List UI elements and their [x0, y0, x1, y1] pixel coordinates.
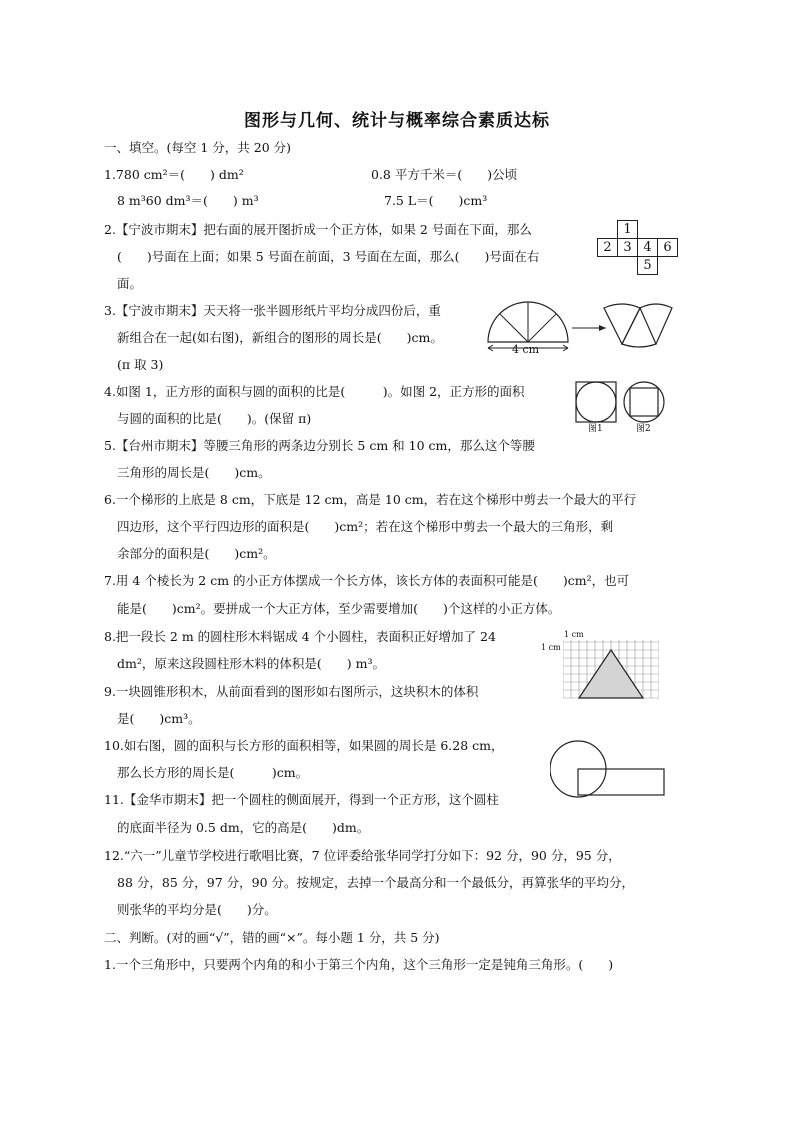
q7-line2: 能是( )cm²。要拼成一个大正方体，至少需要增加( )个这样的小正方体。 — [117, 601, 561, 616]
cube-face: 1 — [618, 221, 638, 239]
section1-heading: 一、填空。(每空 1 分，共 20 分) — [104, 140, 292, 155]
q1-d: 7.5 L＝( )cm³ — [384, 193, 488, 208]
q6-line1: 6.一个梯形的上底是 8 cm，下底是 12 cm，高是 10 cm，若在这个梯形中剪去一个最大的平行 — [104, 492, 637, 507]
q12-line2: 88 分，85 分，97 分，90 分。按规定，去掉一个最高分和一个最低分，再算张华的平均分， — [117, 875, 635, 890]
q7-line1: 7.用 4 个棱长为 2 cm 的小正方体摆成一个长方体，该长方体的表面积可能是( )cm²，也可 — [104, 573, 630, 588]
q1-b: 0.8 平方千米＝( )公顷 — [371, 167, 518, 182]
cube-net-figure — [597, 220, 678, 275]
q3-line1: 3.【宁波市期末】天天将一张半圆形纸片平均分成四份后，重 — [104, 303, 441, 318]
q4-line2: 与圆的面积的比是( )。(保留 π) — [117, 411, 312, 426]
q1-c: 8 m³60 dm³＝( ) m³ — [117, 193, 259, 208]
q11-line2: 的底面半径为 0.5 dm，它的高是( )dm。 — [117, 820, 370, 835]
grid-label-top: 1 cm — [564, 630, 584, 639]
cube-face: 2 — [598, 239, 618, 257]
q10-line2: 那么长方形的周长是( )cm。 — [117, 765, 309, 780]
q5-line1: 5.【台州市期末】等腰三角形的两条边分别长 5 cm 和 10 cm，那么这个等腰 — [104, 438, 535, 453]
q1-a: 1.780 cm²＝( ) dm² — [104, 167, 244, 182]
q6-line3: 余部分的面积是( )cm²。 — [117, 546, 276, 561]
q11-line1: 11.【金华市期末】把一个圆柱的侧面展开，得到一个正方形，这个圆柱 — [104, 792, 499, 807]
q12-line1: 12.“六一”儿童节学校进行歌唱比赛，7 位评委给张华同学打分如下：92 分，90 分，95 分， — [104, 848, 621, 863]
q3-line2: 新组合在一起(如右图)，新组合的图形的周长是( )cm。 — [117, 330, 443, 345]
grid-label-left: 1 cm — [541, 643, 561, 652]
section2-heading: 二、判断。(对的画“√”，错的画“×”。每小题 1 分，共 5 分) — [104, 930, 440, 945]
q8-line1: 8.把一段长 2 m 的圆柱形木料锯成 4 个小圆柱，表面积正好增加了 24 — [104, 629, 496, 644]
circle-square-figures — [572, 380, 672, 424]
q12-line3: 则张华的平均分是( )分。 — [117, 902, 277, 917]
q4-line1: 4.如图 1，正方形的面积与圆的面积的比是( )。如图 2，正方形的面积 — [104, 384, 525, 399]
cube-face: 3 — [618, 239, 638, 257]
q2-line2: ( )号面在上面；如果 5 号面在前面，3 号面在左面，那么( )号面在右 — [117, 249, 540, 264]
q5-line2: 三角形的周长是( )cm。 — [117, 465, 271, 480]
cone-front-view-grid — [563, 640, 659, 700]
q10-line1: 10.如右图，圆的面积与长方形的面积相等，如果圆的周长是 6.28 cm， — [104, 738, 504, 753]
q2-line3: 面。 — [117, 276, 143, 291]
q9-line1: 9.一块圆锥形积木，从前面看到的图形如右图所示，这块积木的体积 — [104, 684, 479, 699]
circle-rectangle-figure — [550, 738, 668, 800]
q3-line3: (π 取 3) — [117, 357, 164, 372]
page-title: 图形与几何、统计与概率综合素质达标 — [244, 111, 550, 131]
q8-line2: dm²，原来这段圆柱形木料的体积是( ) m³。 — [117, 656, 385, 671]
q2-line1: 2.【宁波市期末】把右面的展开图折成一个正方体，如果 2 号面在下面，那么 — [104, 222, 532, 237]
judge-item-1: 1.一个三角形中，只要两个内角的和小于第三个内角，这个三角形一定是钝角三角形。( ) — [104, 957, 614, 972]
cube-face: 6 — [658, 239, 678, 257]
fig2-caption: 图2 — [636, 424, 651, 434]
fig3-label: 4 cm — [512, 343, 540, 356]
cube-face: 4 — [638, 239, 658, 257]
cube-face: 5 — [638, 257, 658, 275]
q6-line2: 四边形，这个平行四边形的面积是( )cm²；若在这个梯形中剪去一个最大的三角形，剩 — [117, 519, 614, 534]
q9-line2: 是( )cm³。 — [117, 711, 201, 726]
fig1-caption: 图1 — [588, 424, 603, 434]
